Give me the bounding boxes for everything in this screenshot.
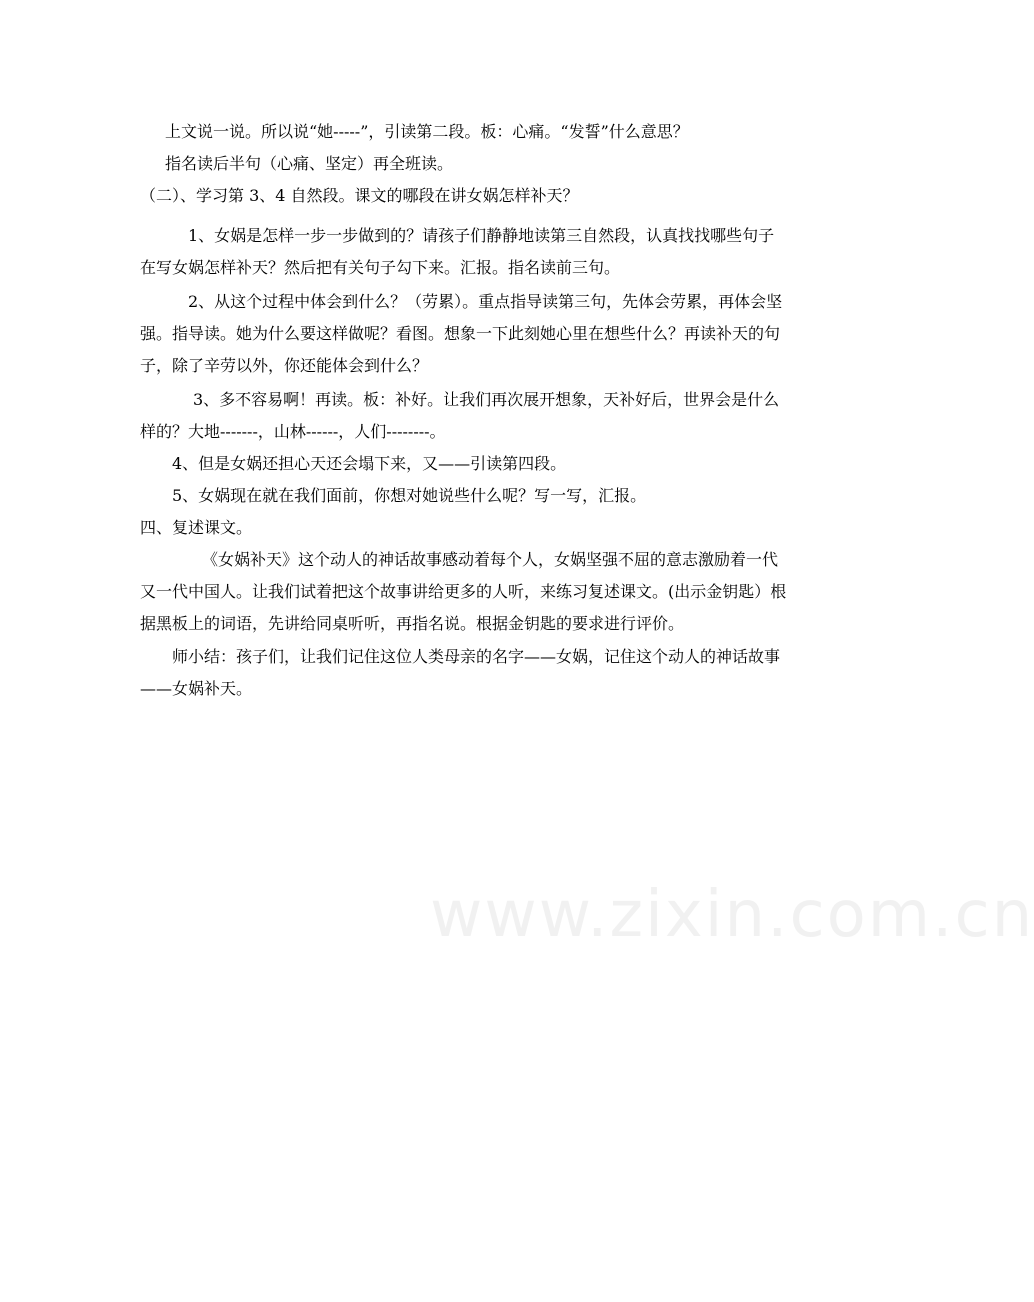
step-1-paragraph: 1、女娲是怎样一步一步做到的？请孩子们静静地读第三自然段，认真找找哪些句子在写女娲怎样补天？然后把有关句子勾下来。汇报。指名读前三句。 bbox=[140, 226, 775, 277]
section-heading-retell: 四、复述课文。 bbox=[140, 518, 253, 537]
step-3-paragraph: 3、多不容易啊！再读。板：补好。让我们再次展开想象，天补好后，世界会是什么样的？大地-------，山林------，人们--------。 bbox=[140, 390, 780, 441]
step-5-paragraph: 5、女娲现在就在我们面前，你想对她说些什么呢？写一写，汇报。 bbox=[172, 486, 647, 505]
step-4-paragraph: 4、但是女娲还担心天还会塌下来，又——引读第四段。 bbox=[172, 454, 567, 473]
teacher-summary-paragraph: 师小结：孩子们，让我们记住这位人类母亲的名字——女娲，记住这个动人的神话故事——女娲补天。 bbox=[140, 647, 781, 698]
section-heading-paragraphs-3-4: （二）、学习第 3、4 自然段。课文的哪段在讲女娲怎样补天？ bbox=[140, 186, 579, 205]
paragraph-read-aloud: 指名读后半句（心痛、坚定）再全班读。 bbox=[165, 154, 454, 173]
document-body bbox=[140, 116, 790, 705]
watermark: www.zixin.com.cn bbox=[430, 878, 1034, 952]
paragraph-intro: 上文说一说。所以说“她-----”，引读第二段。板：心痛。“发誓”什么意思？ bbox=[165, 122, 689, 141]
step-2-paragraph: 2、从这个过程中体会到什么？（劳累）。重点指导读第三句，先体会劳累，再体会坚强。指导读。她为什么要这样做呢？看图。想象一下此刻她心里在想些什么？再读补天的句子，除了辛劳以外，你还能体会到什么？ bbox=[140, 292, 783, 375]
retell-paragraph: 《女娲补天》这个动人的神话故事感动着每个人，女娲坚强不屈的意志激励着一代又一代中国人。让我们试着把这个故事讲给更多的人听，来练习复述课文。(出示金钥匙）根据黑板上的词语，先讲给同桌听听，再指名说。根据金钥匙的要求进行评价。 bbox=[140, 550, 787, 633]
